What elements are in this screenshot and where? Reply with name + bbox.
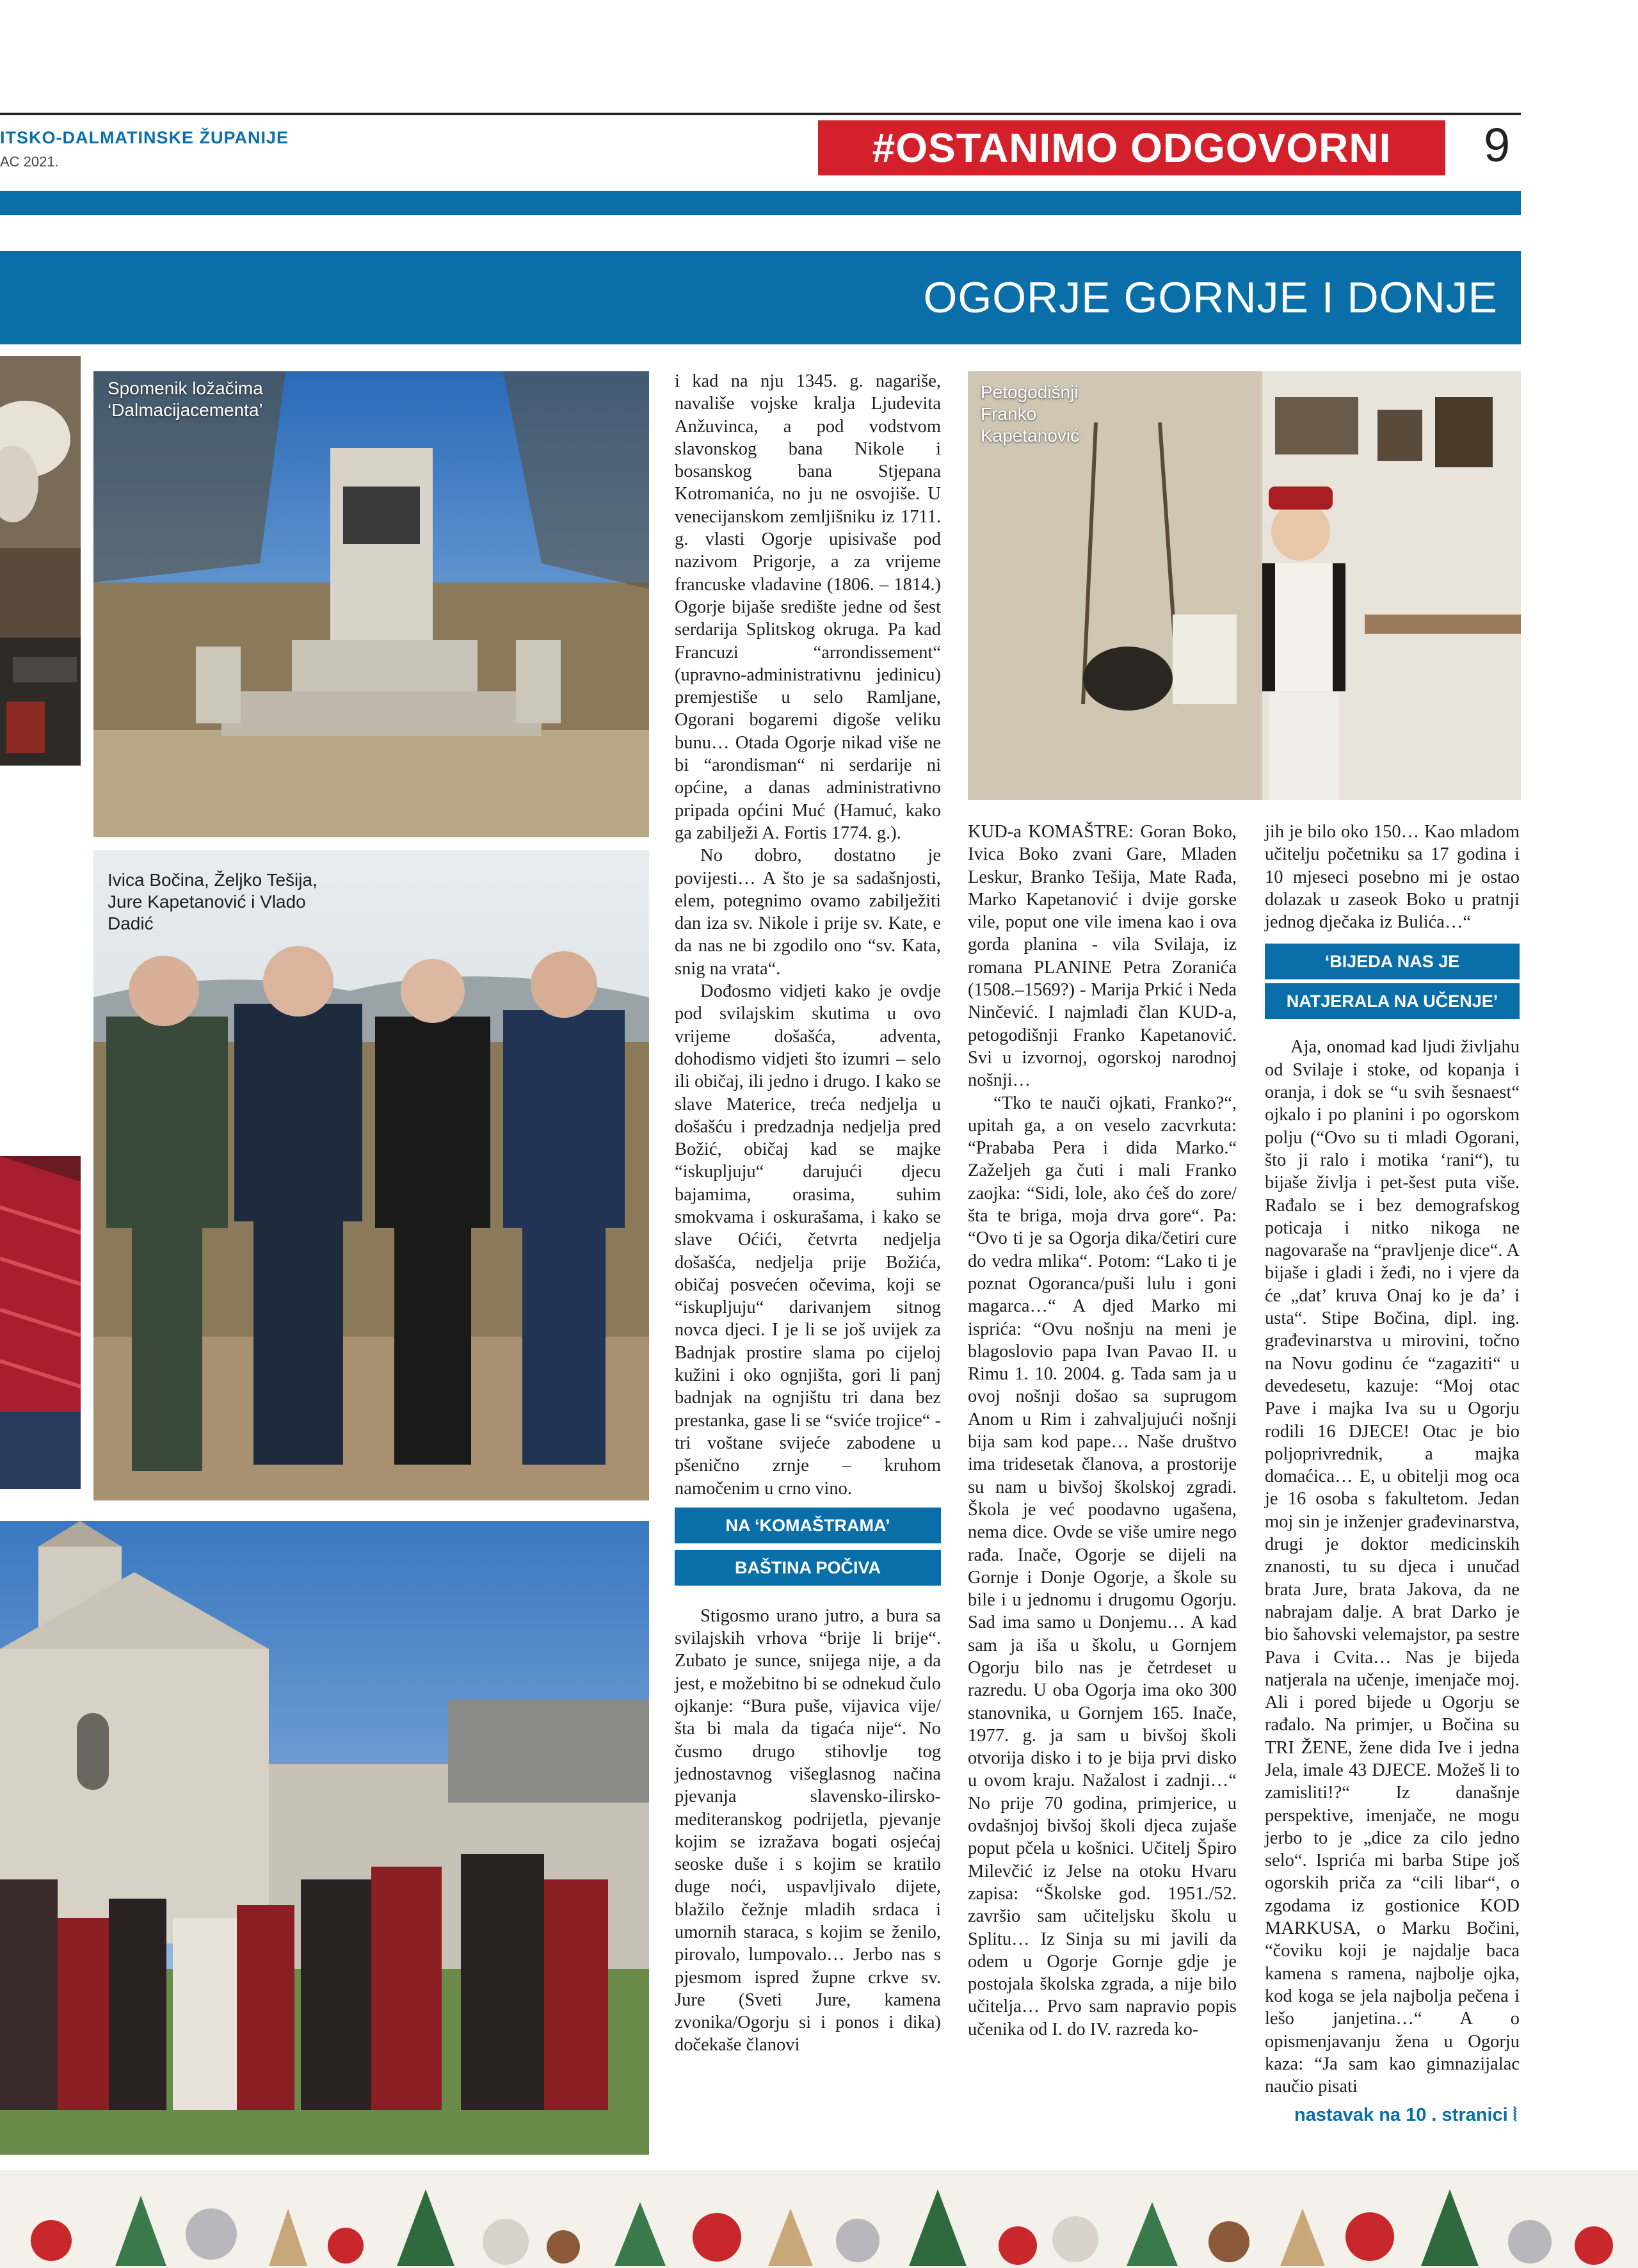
arrow-right-icon: ⦚	[1513, 2105, 1517, 2125]
text-column-3	[1265, 821, 1520, 2101]
text-column-2	[968, 821, 1237, 2139]
photo-kud-group	[0, 1521, 649, 2155]
photo-red-cloth-crop	[0, 1156, 81, 1489]
col2-paragraph: KUD-a KOMAŠTRE: Goran Boko, Ivica Boko zvani Gare, Mladen Leskur, Branko Tešija, Mate Rađa, Marko Kapetanović i dvije gorske vile, poput one vile imena kao i ova gorda planina - vila Svilaja, iz romana PLANINE Petra Zoranića (1508.–1569?) - Marija Prkić i Neda Ninčević. I najmlađi član KUD-a, petogodišnji Franko Kapetanović. Svi u izvornoj, ogorskoj narodnoj nošnji…	[968, 822, 1237, 1091]
col3-paragraph: Aja, onomad kad ljudi življahu od Svilaje i stoke, od kopanja i oranja, i dok se “u svih šesnaest“ ojkalo i po planini i po ogorskom polju (“Ovo su ti mladi Ogorani, što ji ralo i motika ‘rani“), tu bijaše življa i pet-šest puta više. Rađalo se i bez demografskog poticaja i nitko nikoga ne nagovaraše na “pravljenje dice“. A bijaše i gladi i žeđi, no i vjere da će „dat’ kruva Onaj ko je da’ i usta“. Stipe Bočina, dipl. ing. građevinarstva u mirovini, točno na Novu godinu će “zagaziti“ u devedesetu, kazuje: “Moj otac Pave i majka Iva su u Ogorju rodili 16 DJECE! Otac je bio poljoprivrednik, a majka domaćica… E, u obitelji mog oca je 16 osoba s fakultetom. Jedan moj sin je inženjer građevinarstva, drugi je doktor medicinskih znanosti, tu su djeca i unučad brata Jure, brata Jakova, da ne nabrajam dalje. A brat Darko je bio šahovski velemajstor, pa sestre Pava i Cvita… Nas je bijeda natjerala na učenje, imenjače moj. Ali i pored bijede u Ogorju se rađalo. Na primjer, u Bočina su TRI ŽENE, žene dida Ive i jedna Jela, imale 43 DJECE. Možeš li to zamisliti!?“ Iz današnje perspektive, imenjače, ne mogu jerbo to je „dice za cilo jedno selo“. Isprića mi barba Stipe još ogorskih priča za “cili libar“, o zgodama iz gostionice KOD MARKUSA, o Marku Bočini, “čoviku koji je najdalje baca kamena s ramena, najbolje ojka, kod koga se jela najbolja pečena i lešo janjetina…“ A o opismenjavanju žena u Ogorju kaza: “Ja sam kao gimnazijalac naučio pisati	[1265, 1037, 1520, 2097]
header-county: ITSKO-DALMATINSKE ŽUPANIJE	[0, 128, 289, 147]
subhead-komastre-2: BAŠTINA POČIVA	[675, 1550, 941, 1586]
christmas-decoration-strip	[0, 2170, 1638, 2268]
col1-paragraph: Stigosmo urano jutro, a bura sa svilajskih vrhova “brije li brije“. Zubato je sunce, snijega nije, a da jest, e možebitno bi se odnekud čulo ojkanje: “Bura puše, vijavica vije/šta bi mala da tigaća nije“. No čusmo drugo stihovlje tog jednostavnog višeglasnog načina pjevanja slavensko-ilirsko-mediteranskog podrijetla, pjevanje kojim se izražava bogati osjećaj seoske duše i s kojim se kratilo duge noći, uspavljivalo dijete, blažilo čežnje mladih srdaca i umornih staraca, s kojim se ženilo, pirovalo, lumpovalo… Jerbo nas s pjesmom ispred župne crkve sv. Jure (Sveti Jure, kamena zvonika/Ogorju si i ponos i dika) dočekaše članovi	[675, 1605, 941, 2055]
caption-boy: Petogodišnji Franko Kapetanović	[981, 382, 1080, 446]
photo-men	[93, 850, 649, 1500]
col1-paragraph: i kad na nju 1345. g. nagariše, navališe vojske kralja Ljudevita Anžuvinca, a pod vodstvom slavonskog bana Nikole i bosanskog bana Stjepana Kotromanića, no ju ne osvojiše. U venecijanskom zemljišniku iz 1711. g. vlasti Ogorje upisivaše pod nazivom Prigorje, a za vrijeme francuske vladavine (1806. – 1814.) Ogorje bijaše središte jedne od šest serdarija Splitskog okruga. Pa kad Francuzi “arrondissement“ (upravno-administrativnu jedinicu) premjestiše u selo Ramljane, Ogorani bogaremi digoše veliku bunu… Otada Ogorje nikad više ne bi “arondisman“ ni serdarije ni općine, a danas administrativno pripada općini Muć (Hamuć, kako ga zabilježi A. Fortis 1774. g.).	[675, 371, 941, 843]
subhead-bijeda-1: ‘BIJEDA NAS JE	[1265, 944, 1520, 979]
header-date: AC 2021.	[0, 154, 59, 170]
caption-men: Ivica Bočina, Željko Tešija, Jure Kapetanović i Vlado Dadić	[108, 870, 317, 933]
header-rule	[0, 113, 1521, 115]
page-number: 9	[1484, 118, 1511, 172]
header-slogan: #OSTANIMO ODGOVORNI	[818, 120, 1445, 175]
section-title: OGORJE GORNJE I DONJE	[923, 273, 1498, 322]
col3-paragraph: jih je bilo oko 150… Kao mladom učitelju početniku sa 17 godina i 10 mjeseci posebno mi je ostao dolazak u zaseok Boko u pratnji jednog dječaka iz Bulića…“	[1265, 822, 1520, 933]
header-blue-bar	[0, 191, 1521, 215]
subhead-komastre-1: NA ‘KOMAŠTRAMA’	[675, 1508, 941, 1543]
caption-monument: Spomenik ložačima ‘Dalmacijacementa’	[108, 378, 263, 420]
text-column-1	[675, 370, 941, 2130]
continued-link[interactable]	[1294, 2105, 1517, 2126]
continued-text: nastavak na 10 . stranici	[1294, 2105, 1508, 2125]
subhead-bijeda-2: NATJERALA NA UČENJE’	[1265, 983, 1520, 1019]
photo-monument	[93, 371, 649, 837]
col2-paragraph: “Tko te nauči ojkati, Franko?“, upitah ga, a on veselo zacvrkuta: “Prababa Pera i dida Marko.“ Zaželjeh ga čuti i mali Franko zaojka: “Sidi, lole, ako ćeš do zore/šta te briga, moja drva gore“. Pa: “Ovo ti je sa Ogorja dika/četiri cure do vedra mlika“. Potom: “Lako ti je poznat Ogoranca/puši lulu i goni magarca…“ A djed Marko mi isprića: “Ovu nošnju na meni je blagoslovio papa Ivan Pavao II. u Rimu 1. 10. 2004. g. Tada sam ja u ovoj nošnji došao sa suprugom Anom u Rim i zahvaljujući nošnji bija sam kod pape… Naše društvo ima tridesetak članova, a prostorije su nam u bivšoj školskoj zgradi. Škola je već poodavno ugašena, nema dice. Ovde se više umire nego rađa. Inače, Ogorje se dijeli na Gornje i Donje Ogorje, a škole su bile i u jednomu i drugomu Ogorju. Sad ima samo u Donjemu… A kad sam ja iša u školu, u Gornjem Ogorju bilo nas je četrdeset u razredu. U oba Ogorja ima oko 300 stanovnika, u Gornjem 165. Inače, 1977. g. ja sam u bivšoj školi otvorija disko i to je bija prvi disko u ovom kraju. Nažalost i zadnji…“ No prije 70 godina, primjerice, u ovdašnjoj bivšoj školi djeca zujaše poput pčela u košnici. Učitelj Špiro Milevčić iz Jelse na otoku Hvaru zapisa: “Školske god. 1951./52. završio sam učiteljsku školu u Splitu… Iz Sinja su mi javili da odem u Ogorje Gornje gdje je postojala školska zgrada, a nije bilo učitelja… Prvo sam napravio popis učenika od I. do IV. razreda ko-	[968, 1093, 1237, 2039]
photo-goat-crop	[0, 356, 81, 766]
section-band	[0, 251, 1521, 344]
col1-paragraph: Dođosmo vidjeti kako je ovdje pod svilajskim skutima u ovo vrijeme došašća, adventa, dohodismo vidjeti što izumri – selo ili običaj, ili jedno i drugo. I kako se slave Materice, treća nedjelja u došašću i predzadnja nedjelja pred Božić, običaj kad se majke “iskupljuju“ darujući djecu bajamima, orasima, suhim smokvama i oskurašama, i kako se slave Oćići, četvrta nedjelja došašća, nedjelja prije Božića, običaj posvećen očevima, koji se “iskupljuju“ darivanjem sitnog novca djeci. I je li se još uvijek za Badnjak prostire slama po cijeloj kužini i oko ognjišta, gori li panj badnjak na ognjištu tri dana bez prestanka, gase li se “sviće trojice“ - tri voštane svijeće zabodene u pšenično zrnje – kruhom namočenim u crno vino.	[675, 981, 941, 1499]
col1-paragraph: No dobro, dostatno je povijesti… A što je sa sadašnjosti, elem, potegnimo ovamo zabilježiti dan iza sv. Nikole i prije sv. Kate, e da nas ne bi zgodilo ono “sv. Kata, snig na vrata“.	[675, 846, 941, 979]
